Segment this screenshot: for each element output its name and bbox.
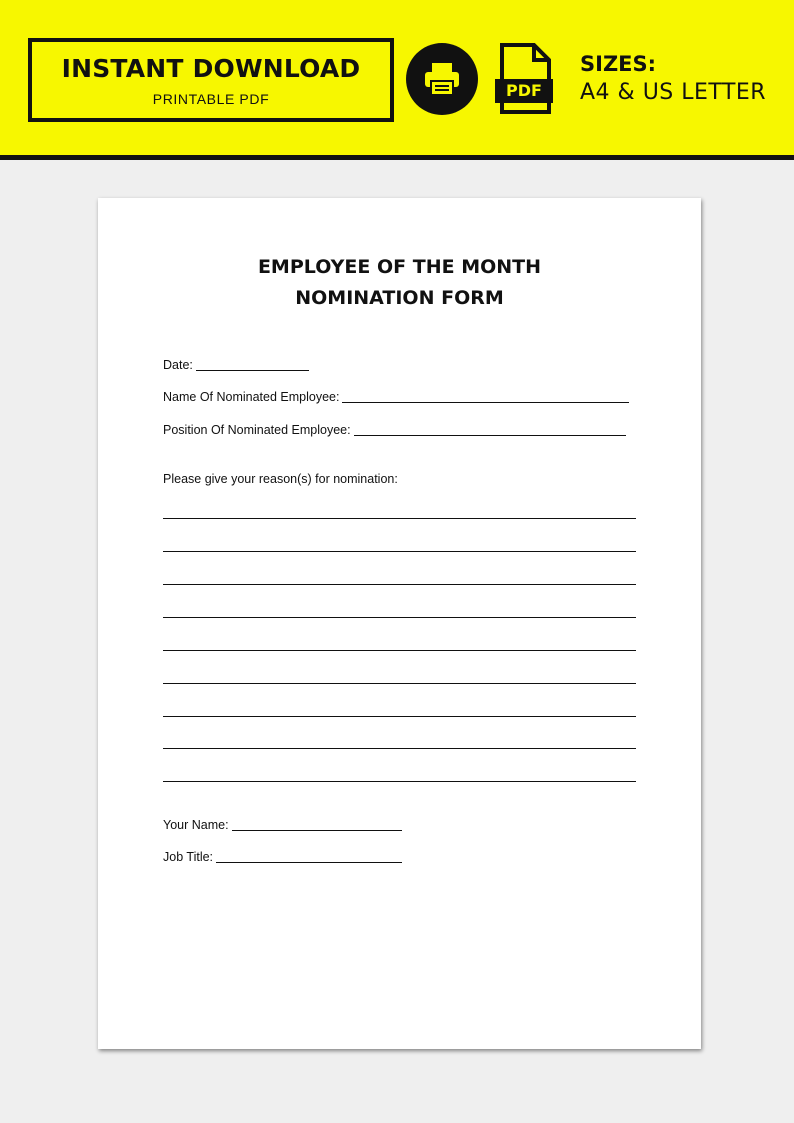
your-name-label: Your Name:: [163, 818, 229, 832]
reason-line[interactable]: [163, 650, 636, 651]
sizes-title: SIZES:: [580, 52, 657, 76]
job-title-label: Job Title:: [163, 850, 214, 864]
instant-download-box: [28, 38, 394, 122]
date-field: [163, 356, 309, 374]
form-title-line-2: NOMINATION FORM: [295, 287, 504, 309]
nominee-position-blank[interactable]: [354, 421, 626, 436]
job-title-field: [163, 848, 402, 866]
download-subtitle: PRINTABLE PDF: [152, 91, 270, 107]
printer-icon: [406, 43, 478, 115]
nominee-name-field: [163, 388, 629, 406]
reason-line[interactable]: [163, 518, 636, 519]
your-name-field: [163, 816, 402, 834]
date-label: Date:: [163, 358, 193, 372]
reason-line[interactable]: [163, 716, 636, 717]
date-blank[interactable]: [196, 356, 309, 371]
job-title-blank[interactable]: [216, 848, 402, 863]
nominee-position-field: [163, 421, 626, 439]
form-page: [98, 198, 701, 1049]
nominee-name-blank[interactable]: [342, 388, 629, 403]
sizes-value: A4 & US LETTER: [580, 80, 767, 105]
reason-line[interactable]: [163, 617, 636, 618]
reason-line[interactable]: [163, 551, 636, 552]
reason-prompt: [163, 470, 398, 488]
nominee-position-label: Position Of Nominated Employee:: [163, 423, 351, 437]
your-name-blank[interactable]: [232, 816, 402, 831]
pdf-label: PDF: [506, 81, 542, 100]
download-title: INSTANT DOWNLOAD: [61, 54, 361, 83]
nominee-name-label: Name Of Nominated Employee:: [163, 390, 340, 404]
reason-line[interactable]: [163, 683, 636, 684]
form-title-line-1: EMPLOYEE OF THE MONTH: [257, 256, 542, 278]
reason-line[interactable]: [163, 748, 636, 749]
promo-banner: [0, 0, 794, 160]
reason-prompt-text: Please give your reason(s) for nomination:: [163, 472, 398, 486]
form-title: [98, 252, 701, 314]
reason-line[interactable]: [163, 781, 636, 782]
reason-line[interactable]: [163, 584, 636, 585]
